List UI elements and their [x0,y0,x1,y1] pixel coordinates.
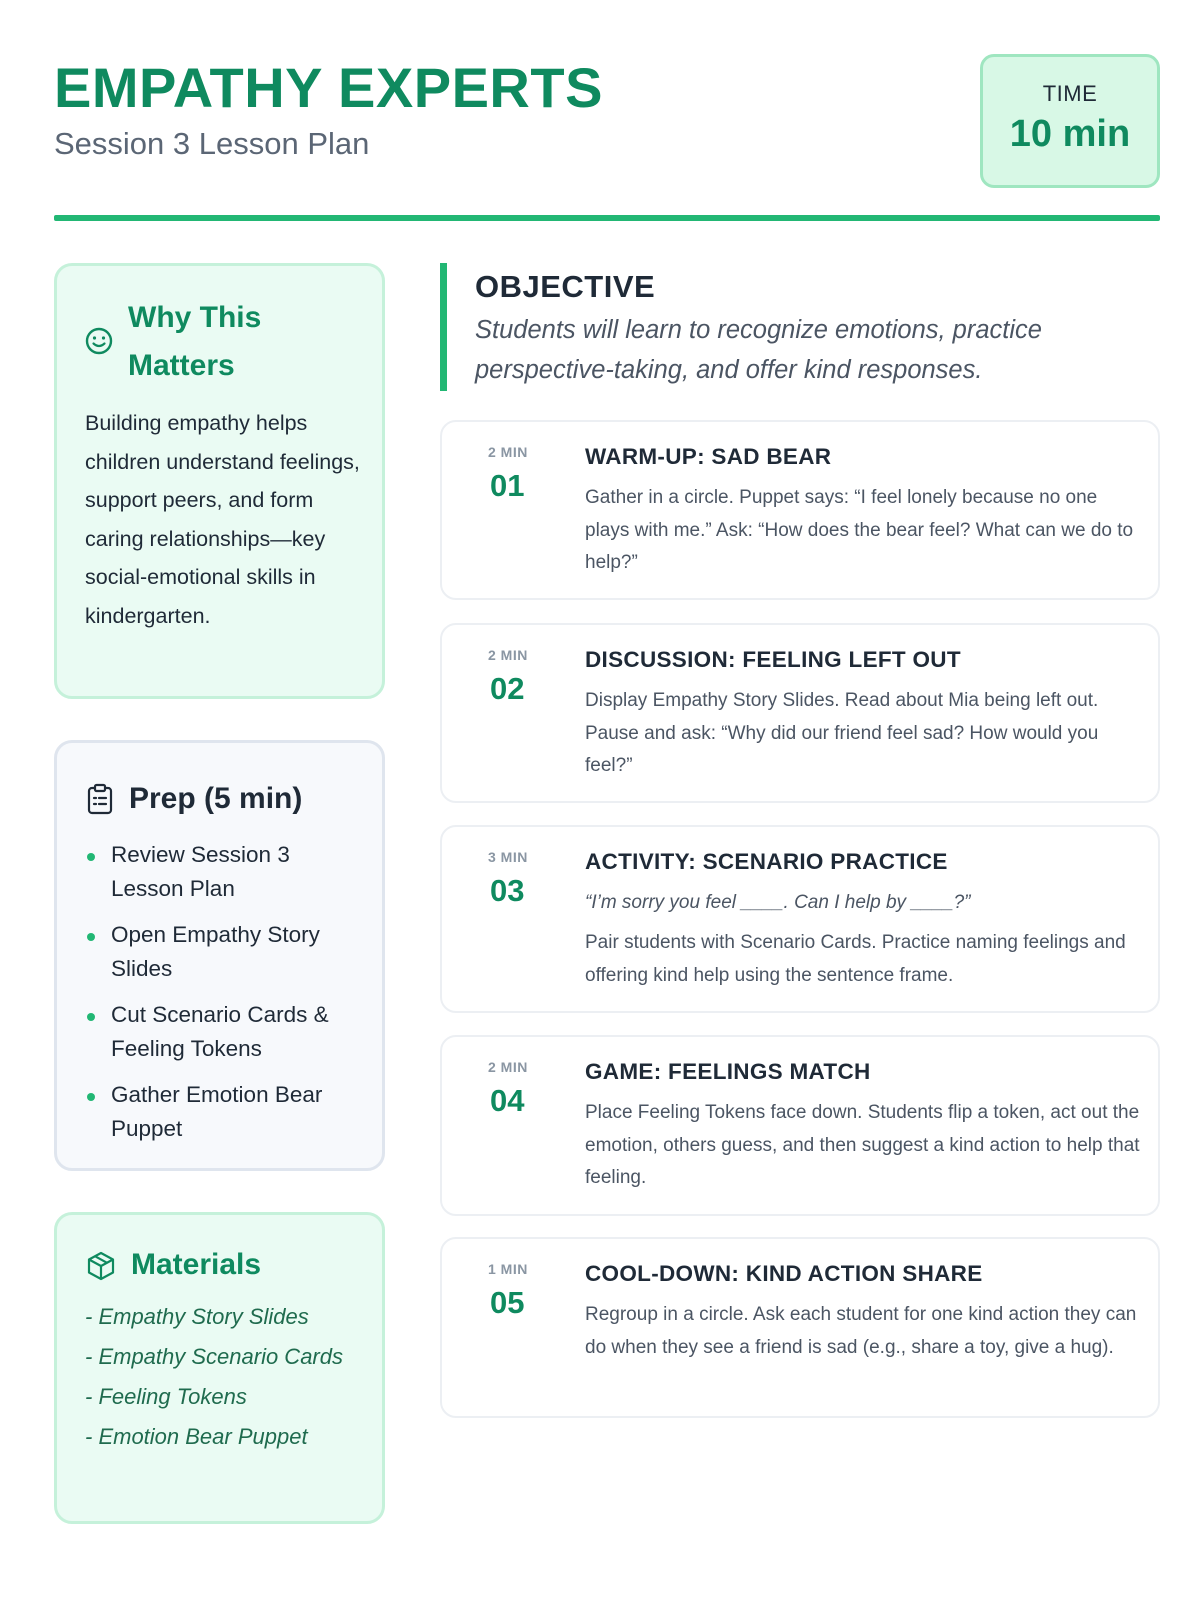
materials-list [85,1300,365,1460]
step-duration: 2 MIN [488,647,528,663]
material-item: - Empathy Scenario Cards [85,1344,343,1369]
prep-title: Prep (5 min) [129,782,303,815]
sentence-frame: “I’m sorry you feel ____. Can I help by ____?” [585,892,971,913]
material-item: - Emotion Bear Puppet [85,1424,308,1449]
step-number: 03 [490,873,525,908]
materials-header [85,1245,365,1285]
step-card-05 [440,1237,1160,1418]
package-icon [85,1250,117,1282]
step-number: 05 [490,1285,525,1320]
clipboard-icon [85,783,115,815]
prep-list [85,838,365,1158]
prep-item: Gather Emotion Bear Puppet [85,1078,365,1146]
step-number: 02 [490,671,525,706]
time-value: 10 min [1009,113,1131,155]
step-number: 04 [490,1083,525,1118]
prep-item: Open Empathy Story Slides [85,918,365,986]
step-description: Place Feeling Tokens face down. Students flip a token, act out the emotion, others guess, and then suggest a kind action to help that feeling. [585,1102,1140,1188]
why-title: Why This Matters [128,301,262,382]
step-description: Regroup in a circle. Ask each student for one kind action they can do when they see a friend is sad (e.g., share a toy, give a hug). [585,1304,1137,1358]
step-duration: 2 MIN [488,1059,528,1075]
step-card-04 [440,1035,1160,1216]
objective-title: OBJECTIVE [475,269,656,304]
material-item: - Empathy Story Slides [85,1304,309,1329]
prep-item: Cut Scenario Cards & Feeling Tokens [85,998,365,1066]
objective-text: Students will learn to recognize emotions, practice perspective-taking, and offer kind responses. [475,316,1042,384]
step-card-02 [440,623,1160,803]
header-divider [54,215,1160,221]
step-card-01 [440,420,1160,600]
step-title: WARM-UP: SAD BEAR [585,444,832,469]
step-card-03 [440,825,1160,1013]
material-item: - Feeling Tokens [85,1384,247,1409]
page-header [54,52,1160,187]
step-duration: 2 MIN [488,444,528,460]
step-description: Display Empathy Story Slides. Read about Mia being left out. Pause and ask: “Why did our friend feel sad? How would you feel?” [585,690,1099,776]
objective-section [440,263,1160,391]
materials-title: Materials [131,1248,262,1281]
step-title: ACTIVITY: SCENARIO PRACTICE [585,849,948,874]
time-label: TIME [1042,81,1098,106]
why-header [84,294,364,390]
why-this-matters-card [54,263,385,699]
step-title: DISCUSSION: FEELING LEFT OUT [585,647,961,672]
step-title: COOL-DOWN: KIND ACTION SHARE [585,1261,983,1286]
step-duration: 1 MIN [488,1261,528,1277]
smile-icon [84,326,114,356]
page-title: EMPATHY EXPERTS [54,56,603,119]
step-description: Gather in a circle. Puppet says: “I feel lonely because no one plays with me.” Ask: “How does the bear feel? What can we do to help?” [585,487,1134,573]
time-badge [980,54,1160,188]
step-description: Pair students with Scenario Cards. Practice naming feelings and offering kind help using the sentence frame. [585,932,1126,986]
prep-header [85,779,365,819]
why-body: Building empathy helps children understand feelings, support peers, and form caring relationships—key social-emotional skills in kindergarten. [85,411,360,628]
prep-item: Review Session 3 Lesson Plan [85,838,365,906]
step-title: GAME: FEELINGS MATCH [585,1059,871,1084]
prep-card [54,740,385,1171]
page-subtitle: Session 3 Lesson Plan [54,126,370,161]
step-duration: 3 MIN [488,849,528,865]
materials-card [54,1212,385,1524]
step-number: 01 [490,468,525,503]
